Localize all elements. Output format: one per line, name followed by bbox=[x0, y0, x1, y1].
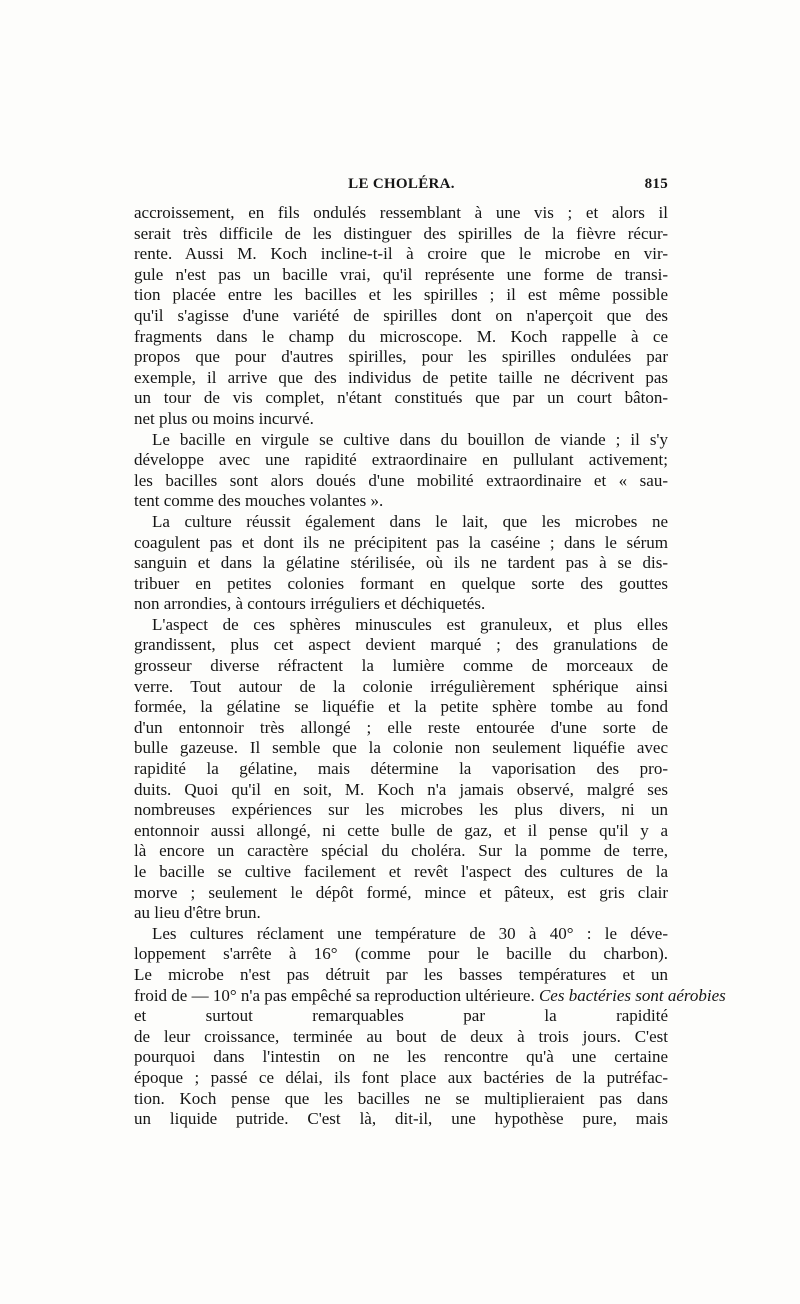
text-line: Le bacille en virgule se cultive dans du bouillon de viande ; il s'y bbox=[152, 429, 668, 449]
text-line: entonnoir aussi allongé, ni cette bulle de gaz, et il pense qu'il y a bbox=[134, 820, 668, 840]
text-line: bulle gazeuse. Il semble que la colonie non seulement liquéfie avec bbox=[134, 738, 668, 758]
text-line: exemple, il arrive que des individus de petite taille ne décrivent pas bbox=[134, 367, 668, 387]
text-segment: froid de — 10° n'a pas empêché sa reproduction ultérieure. bbox=[134, 985, 535, 1005]
text-line: les bacilles sont alors doués d'une mobilité extraordinaire et « sau- bbox=[134, 470, 668, 490]
text-line: L'aspect de ces sphères minuscules est granuleux, et plus elles bbox=[152, 614, 668, 634]
text-line: de leur croissance, terminée au bout de deux à trois jours. C'est bbox=[134, 1026, 668, 1046]
text-line: le bacille se cultive facilement et revêt l'aspect des cultures de la bbox=[134, 862, 668, 881]
text-line: grosseur diverse réfractent la lumière comme de morceaux de bbox=[134, 656, 668, 676]
italic-text: Ces bactéries sont aérobies bbox=[538, 985, 726, 1005]
page-number: 815 bbox=[644, 176, 668, 192]
text-line: d'un entonnoir très allongé ; elle reste entourée d'une sorte de bbox=[134, 717, 668, 737]
text-line: gule n'est pas un bacille vrai, qu'il représente une forme de transi- bbox=[134, 264, 668, 284]
text-line: là encore un caractère spécial du choléra. Sur la pomme de terre, bbox=[134, 841, 668, 861]
text-line: époque ; passé ce délai, ils font place aux bactéries de la putréfac- bbox=[134, 1067, 668, 1087]
text-line: au lieu d'être brun. bbox=[134, 903, 261, 923]
text-line: grandissent, plus cet aspect devient marqué ; des granulations de bbox=[134, 635, 668, 655]
text-line: Les cultures réclament une température de 30 à 40° : le déve- bbox=[152, 923, 668, 943]
text-segment: et surtout remarquables par la rapidité bbox=[134, 1006, 668, 1026]
text-line: La culture réussit également dans le lait, que les microbes ne bbox=[152, 511, 668, 531]
running-title: LE CHOLÉRA. bbox=[348, 176, 455, 192]
page-header bbox=[135, 176, 668, 198]
text-line: net plus ou moins incurvé. bbox=[134, 408, 314, 428]
text-line: verre. Tout autour de la colonie irrégulièrement sphérique ainsi bbox=[134, 676, 668, 696]
text-line: rente. Aussi M. Koch incline-t-il à croire que le microbe en vir- bbox=[134, 244, 668, 264]
text-line bbox=[134, 1006, 668, 1027]
text-line: formée, la gélatine se liquéfie et la petite sphère tombe au fond bbox=[134, 697, 668, 717]
text-line: tion placée entre les bacilles et les spirilles ; il est même possible bbox=[134, 285, 668, 305]
text-line: coagulent pas et dont ils ne précipitent pas la caséine ; dans le sérum bbox=[134, 532, 668, 552]
text-line: pourquoi dans l'intestin on ne les rencontre qu'à une certaine bbox=[134, 1047, 668, 1067]
text-line: serait très difficile de les distinguer des spirilles de la fièvre récur- bbox=[134, 223, 668, 243]
text-line: Le microbe n'est pas détruit par les basses températures et un bbox=[134, 964, 668, 984]
text-line: tent comme des mouches volantes ». bbox=[134, 491, 384, 511]
text-line: tion. Koch pense que les bacilles ne se multiplieraient pas dans bbox=[134, 1088, 668, 1108]
text-line: duits. Quoi qu'il en soit, M. Koch n'a jamais observé, malgré ses bbox=[134, 779, 668, 799]
text-line: non arrondies, à contours irréguliers et déchiquetés. bbox=[134, 594, 486, 614]
text-line: fragments dans le champ du microscope. M. Koch rappelle à ce bbox=[134, 326, 668, 346]
text-line: développe avec une rapidité extraordinaire en pullulant activement; bbox=[134, 450, 668, 470]
body-text bbox=[134, 203, 726, 1130]
text-line: un liquide putride. C'est là, dit-il, une hypothèse pure, mais bbox=[134, 1109, 668, 1129]
text-line bbox=[134, 985, 726, 1007]
text-line: propos que pour d'autres spirilles, pour les spirilles ondulées par bbox=[134, 347, 668, 367]
text-line: loppement s'arrête à 16° (comme pour le bacille du charbon). bbox=[134, 944, 668, 964]
text-line: sanguin et dans la gélatine stérilisée, où ils ne tardent pas à se dis- bbox=[134, 553, 668, 573]
text-line: un tour de vis complet, n'étant constitués que par un court bâton- bbox=[134, 388, 668, 408]
text-line: nombreuses expériences sur les microbes les plus divers, ni un bbox=[134, 800, 668, 820]
text-line: qu'il s'agisse d'une variété de spirilles dont on n'aperçoit que des bbox=[134, 305, 668, 325]
text-line: rapidité la gélatine, mais détermine la vaporisation des pro- bbox=[134, 759, 668, 779]
text-line: morve ; seulement le dépôt formé, mince et pâteux, est gris clair bbox=[134, 882, 668, 902]
text-line: tribuer en petites colonies formant en quelque sorte des gouttes bbox=[134, 573, 668, 593]
text-line: accroissement, en fils ondulés ressemblant à une vis ; et alors il bbox=[134, 203, 668, 222]
